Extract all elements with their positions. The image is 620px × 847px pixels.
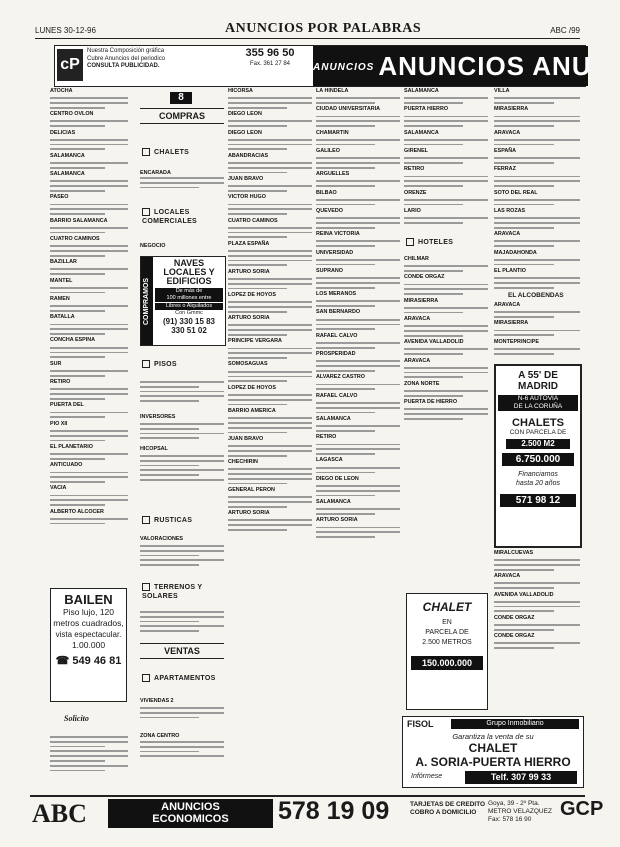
banner-phone: 355 96 50 Fax. 361 27 84: [245, 47, 295, 67]
header-page: ABC /99: [550, 26, 580, 35]
sub-rusticas: RUSTICAS: [142, 516, 192, 524]
column-1: [50, 88, 128, 791]
banner-big-title: ANUNCIOS ANUNCIOS ANU: [313, 46, 588, 86]
solicito-heading: Solicito: [64, 714, 89, 723]
column-3: HICORSA DIEGO LEON DIEGO LEON ABANDRACIAS JUAN BRAVO VICTOR HUGO CUATRO CAMINOS PLAZA ESPAÑA ARTURO SORIA LOPEZ DE HOYOS ARTURO SORIA PRINCIPE VERGARA SOMOSAGUAS LOPEZ DE HOYOS BARRIO AMERICA JUAN BRAVO CHECHIRIN GENERAL PERON ARTURO SORIA: [228, 88, 312, 791]
phone-icon: ☎: [55, 655, 70, 667]
gcp-logo: GCP: [560, 798, 604, 820]
cp-logo: cP: [57, 49, 83, 81]
section-number: 8: [170, 92, 192, 104]
sub-apartamentos: APARTAMENTOS: [142, 674, 216, 682]
header-date: LUNES 30-12-96: [35, 26, 96, 35]
page-header: [35, 20, 580, 39]
col1-ad-text: ATOCHA CENTRO OVLON DELICIAS SALAMANCA SALAMANCA PASEO BARRIO SALAMANCA CUATRO CAMINOS BAZILLAR MANTEL RAMEN BATALLA CONCHA ESPINA SUR RETIRO PUERTA DEL PIO XII EL PLANETARIO ANTICUADO VACIA ALBERTO ALCOCER: [50, 88, 128, 527]
header-section-title: ANUNCIOS POR PALABRAS: [225, 21, 422, 36]
sub-chalets: CHALETS: [142, 148, 189, 156]
column-6: VILLA MIRASIERRA ARAVACA ESPAÑA FERRAZ SOTO DEL REAL LAS ROZAS ARAVACA MAJADAHONDA EL PLANTIO EL ALCOBENDAS ARAVACA MIRASIERRA MONTEPRINCIPE A 55' DE MADRID N-6 AUTOVIA DE LA CORUÑA CHALETS CON PARCELA DE 2.500 M2 6.750.000 Financiamos hasta 20 años 571 98 12 MIRALCUEVAS ARAVACA AVENIDA VALLADOLID CONDE ORGAZ CONDE ORGAZ: [494, 88, 580, 791]
banner-company-text: Nuestra Composición gráfica Cubre Anuncios del periodico CONSULTA PUBLICIDAD.: [87, 48, 166, 69]
footer-banner: [30, 795, 604, 829]
sub-alcobendas: EL ALCOBENDAS: [508, 292, 564, 299]
sub-terrenos: TERRENOS Y SOLARES: [142, 584, 203, 600]
chalets-autovia-ad-box: A 55' DE MADRID N-6 AUTOVIA DE LA CORUÑA CHALETS CON PARCELA DE 2.500 M2 6.750.000 Financiamos hasta 20 años 571 98 12: [494, 364, 582, 548]
sub-locales: LOCALES COMERCIALES: [142, 209, 198, 225]
footer-phone: 578 19 09: [278, 797, 390, 825]
chalet-ad-box: CHALET EN PARCELA DE 2.500 METROS 150.000.000: [406, 593, 488, 710]
naves-ad-box: COMPRAMOS NAVES LOCALES Y EDIFICIOS De más de 100 millones entre Libres o Alquilados Con Gmmc (91) 330 15 83 330 51 02: [140, 256, 226, 346]
abc-logo: ABC: [32, 799, 87, 828]
tarjetas-text: TARJETAS DE CREDITO COBRO A DOMICILIO: [410, 801, 486, 816]
column-5: SALAMANCA PUERTA HIERRO SALAMANCA GIRENEL RETIRO ORENZE LARIO HOTELES CHILMAR CONDE ORGAZ MIRASIERRA ARAVACA AVENIDA VALLADOLID ARAVACA ZONA NORTE PUERTA DE HIERRO CHALET EN PARCELA DE 2.500 METROS 150.000.000 FISOL Grupo Inmobiliario Garantiza la venta de su CHALET A. SORIA-PUERTA HIERRO Infórmese Telf. 307 99 33: [404, 88, 488, 791]
anuncios-economicos-label: ANUNCIOS ECONOMICOS: [108, 799, 273, 828]
fisol-ad-box: FISOL Grupo Inmobiliario Garantiza la venta de su CHALET A. SORIA-PUERTA HIERRO Infórmese Telf. 307 99 33: [402, 716, 584, 788]
section-ventas: VENTAS: [140, 643, 224, 659]
top-banner-ad: [54, 45, 592, 87]
footer-address: Goya, 39 - 2º Pta. METRO VELAZQUEZ Fax: 578 16 90: [488, 800, 552, 823]
bailen-ad-box: BAILEN Piso lujo, 120 metros cuadrados, vista espectacular. 1.00.000 ☎ 549 46 81: [50, 588, 127, 702]
column-4: LA HINDELA CIUDAD UNIVERSITARIA CHAMARTIN GALILEO ARGUELLES BILBAO QUEVEDO REINA VICTORIA UNIVERSIDAD SUPRANO LOS MERANOS SAN BERNARDO RAFAEL CALVO PROSPERIDAD ALVAREZ CASTRO RAFAEL CALVO SALAMANCA RETIRO LAGASCA DIEGO DE LEON SALAMANCA ARTURO SORIA: [316, 88, 400, 791]
sub-hoteles: HOTELES: [406, 238, 453, 246]
sub-pisos: PISOS: [142, 360, 177, 368]
column-2: 8 COMPRAS CHALETS ENCARADA LOCALES COMERCIALES NEGOCIO COMPRAMOS NAVES LOCALES Y EDIFICIOS De más de 100 millones entre Libres o Alquilados Con Gmmc (91) 330 15 83 330 51 02 PISOS INVERSORES HICOPSAL RUSTICAS VALORACIONES TERRENOS Y SOLARES VENTAS APARTAMENTOS VIVIENDAS 2 ZONA CENTRO: [140, 88, 224, 791]
bailen-phone: ☎ 549 46 81: [55, 655, 122, 667]
section-compras: COMPRAS: [140, 108, 224, 124]
